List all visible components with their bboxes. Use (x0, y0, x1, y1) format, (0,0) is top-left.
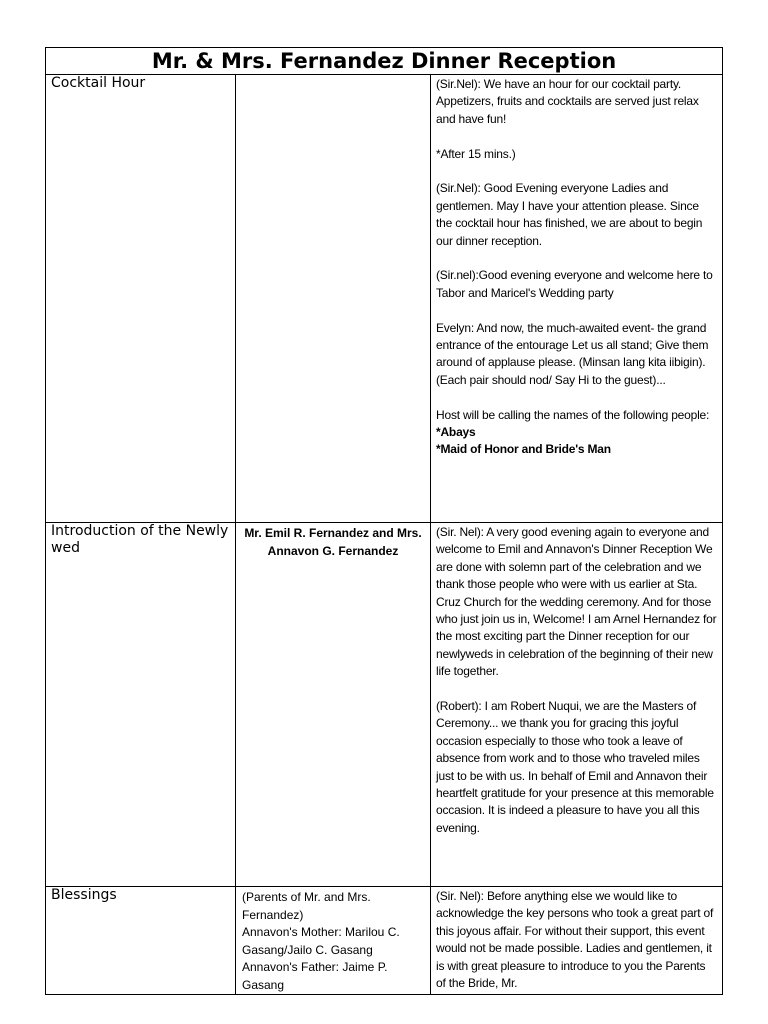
script-paragraph: (Sir.nel):Good evening everyone and welcome here to Tabor and Maricel's Wedding party (436, 268, 713, 300)
segment-participants (236, 887, 431, 995)
segment-participants-empty (236, 75, 431, 523)
segment-script (431, 75, 723, 523)
segment-participants: Mr. Emil R. Fernandez and Mrs. Annavon G. Fernandez (236, 523, 431, 887)
script-paragraph: (Sir.Nel): Good Evening everyone Ladies and gentlemen. May I have your attention please. Since the cocktail hour has finished, we are about to begin our dinner reception. (436, 181, 703, 248)
script-paragraph: Host will be calling the names of the following people: (436, 407, 710, 422)
participants-line: (Parents of Mr. and Mrs. Fernandez) (242, 890, 371, 922)
script-paragraph: Evelyn: And now, the much-awaited event- the grand entrance of the entourage Let us all stand; Give them around of applause please. (Minsan lang kita iibigin). (Each pair should nod/ Say Hi to the guest)... (436, 320, 709, 387)
segment-script (431, 887, 723, 995)
script-paragraph: *After 15 mins.) (436, 146, 516, 161)
reception-program-table (45, 47, 723, 995)
segment-label-cocktail-hour: Cocktail Hour (46, 75, 236, 523)
segment-label-introduction: Introduction of the Newly wed (46, 523, 236, 887)
document-title: Mr. & Mrs. Fernandez Dinner Reception (46, 48, 723, 75)
segment-script (431, 523, 723, 887)
table-row (46, 523, 723, 887)
participants-line: Annavon's Mother: Marilou C. Gasang/Jailo C. Gasang (242, 925, 400, 957)
script-paragraph: (Sir. Nel): A very good evening again to everyone and welcome to Emil and Annavon's Dinner Reception We are done with solemn part of the celebration and we thank those people who were with us earlier at Sta. Cruz Church for the wedding ceremony. And for those who just join us in, Welcome! I am Arnel Hernandez for the most exciting part the Dinner reception for our newlyweds in celebration of the beginning of their new life together. (436, 525, 717, 679)
participants-line: Annavon's Father: Jaime P. Gasang (242, 960, 388, 992)
table-row (46, 887, 723, 995)
script-paragraph: (Sir.Nel): We have an hour for our cocktail party. Appetizers, fruits and cocktails are served just relax and have fun! (436, 77, 699, 126)
script-list-item: *Abays (436, 425, 476, 440)
script-list-item: *Maid of Honor and Bride's Man (436, 442, 611, 457)
table-row (46, 75, 723, 523)
script-paragraph: (Robert): I am Robert Nuqui, we are the Masters of Ceremony... we thank you for gracing this joyful occasion especially to those who took a leave of absence from work and to those who traveled miles just to be with us. In behalf of Emil and Annavon their heartfelt gratitude for your presence at this memorable occasion. It is indeed a pleasure to have you all this evening. (436, 699, 714, 835)
script-paragraph: (Sir. Nel): Before anything else we would like to acknowledge the key persons who took a great part of this joyous affair. For without their support, this event would not be made possible. Ladies and gentlemen, it is with great pleasure to introduce to you the Parents of the Bride, Mr. (436, 889, 714, 991)
segment-label-blessings: Blessings (46, 887, 236, 995)
